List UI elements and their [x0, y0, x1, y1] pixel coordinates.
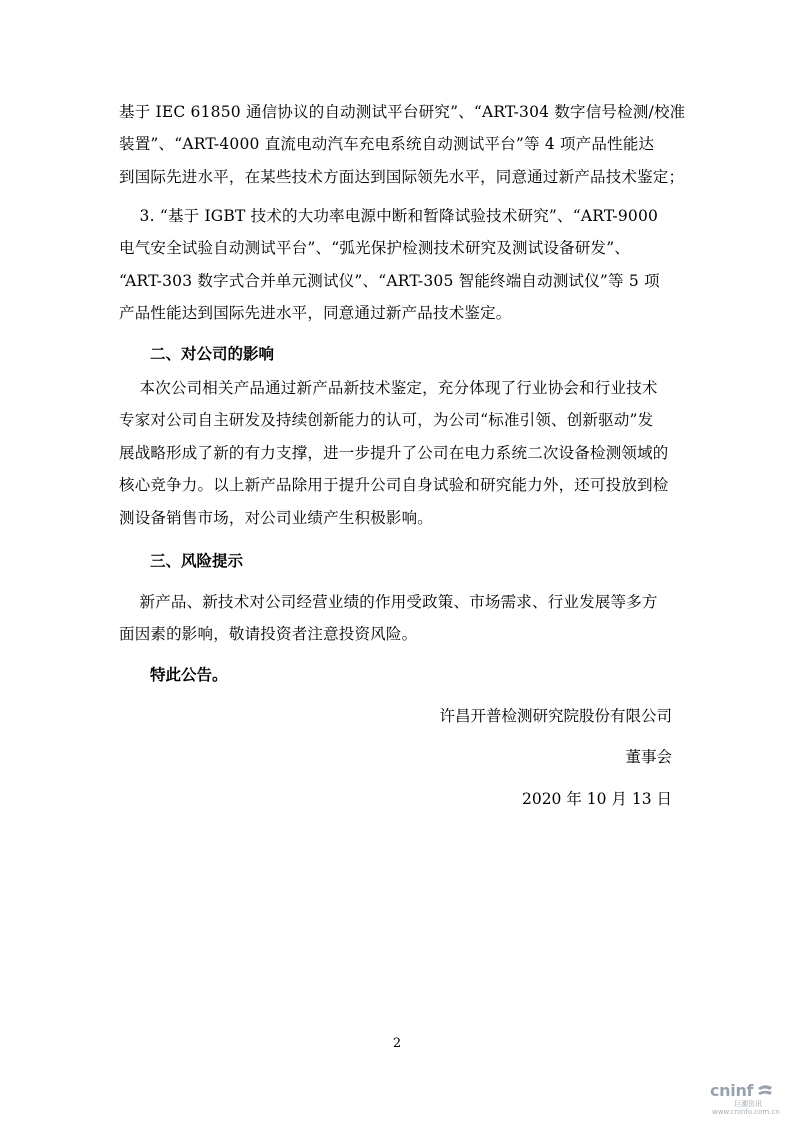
paragraph-line: 新产品、新技术对公司经营业绩的作用受政策、市场需求、行业发展等多方 [119, 593, 658, 611]
cninfo-logo-icon [755, 1083, 775, 1099]
paragraph-impact [119, 372, 679, 534]
paragraph-line: 核心竞争力。以上新产品除用于提升公司自身试验和研究能力外，还可投放到检 [119, 476, 669, 495]
paragraph-line: 产品性能达到国际先进水平，同意通过新产品技术鉴定。 [119, 304, 512, 323]
paragraph-risk [119, 586, 679, 651]
announcement-date: 2020 年 10 月 13 日 [521, 790, 672, 808]
announcement-closing: 特此公告。 [150, 666, 228, 684]
paragraph-line: 到国际先进水平，在某些技术方面达到国际领先水平，同意通过新产品技术鉴定； [119, 167, 685, 186]
watermark-cn-text: 巨潮资讯 [734, 1100, 762, 1108]
cninfo-watermark [710, 1082, 790, 1116]
paragraph-line: 3. “基于 IGBT 技术的大功率电源中断和暂降试验技术研究”、“ART-9000 [119, 207, 659, 225]
company-name: 许昌开普检测研究院股份有限公司 [439, 707, 672, 725]
paragraph-line: 装置”、“ART-4000 直流电动汽车充电系统自动测试平台”等 4 项产品性能达 [119, 135, 655, 154]
page-number: 2 [392, 1036, 402, 1051]
watermark-logo-text: cninf [710, 1081, 754, 1100]
section-heading-risk: 三、风险提示 [150, 552, 244, 570]
paragraph-line: 面因素的影响，敬请投资者注意投资风险。 [119, 625, 418, 644]
paragraph-line: 测设备销售市场，对公司业绩产生积极影响。 [119, 508, 434, 527]
paragraph-line: 展战略形成了新的有力支撑，进一步提升了公司在电力系统二次设备检测领域的 [119, 443, 669, 462]
watermark-url: www.cninfo.com.cn [712, 1108, 780, 1116]
paragraph-line: “ART-303 数字式合并单元测试仪”、“ART-305 智能终端自动测试仪”等 5 项 [119, 271, 660, 290]
board-of-directors: 董事会 [625, 748, 672, 766]
paragraph-line: 本次公司相关产品通过新产品新技术鉴定，充分体现了行业协会和行业技术 [119, 379, 658, 397]
section-heading-impact: 二、对公司的影响 [150, 345, 275, 363]
paragraph-line: 专家对公司自主研发及持续创新能力的认可，为公司“标准引领、创新驱动”发 [119, 411, 654, 430]
paragraph-line: 电气安全试验自动测试平台”、“弧光保护检测技术研究及测试设备研发”、 [119, 239, 631, 258]
paragraph-line: 基于 IEC 61850 通信协议的自动测试平台研究”、“ART-304 数字信号检测/校准 [119, 103, 686, 121]
paragraph-item-3 [119, 200, 679, 330]
paragraph-continued [119, 96, 686, 193]
